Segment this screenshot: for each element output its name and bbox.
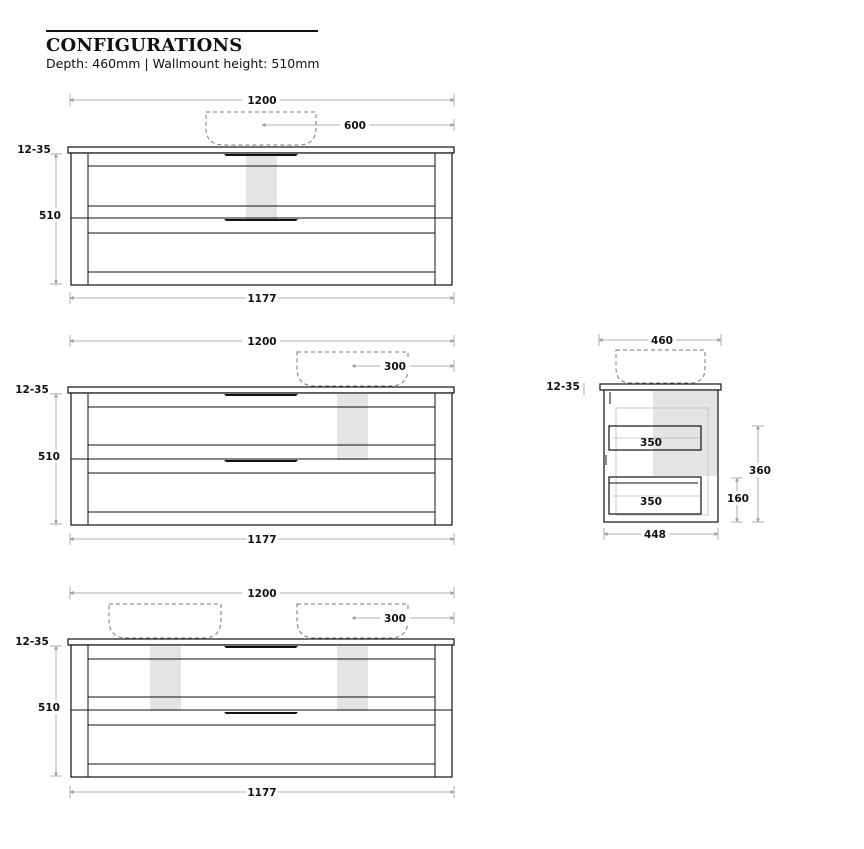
upper-drawer-depth-label: 350 (640, 437, 662, 449)
drawer-handle (224, 646, 298, 648)
plumbing-zone (337, 394, 368, 460)
height-upper-label: 360 (749, 465, 771, 477)
config-double (15, 586, 454, 799)
plumbing-zone (246, 154, 277, 220)
benchtop (68, 639, 454, 645)
basin-outline-left (109, 604, 221, 638)
depth-label: 460 (651, 335, 673, 347)
top-thickness-label: 12-35 (546, 381, 580, 393)
drawer-handle (224, 394, 298, 396)
config-single-offset (15, 334, 454, 546)
cabinet-body (71, 645, 452, 777)
top-thickness-label: 12-35 (15, 636, 49, 648)
cabinet-width-label: 1177 (247, 293, 277, 305)
config-single-centre (17, 93, 454, 305)
benchtop (600, 384, 721, 390)
plumbing-zone (653, 391, 717, 476)
drawer-handle (224, 712, 298, 714)
height-label: 510 (38, 702, 60, 714)
lower-drawer-depth-label: 350 (640, 496, 662, 508)
top-thickness-label: 12-35 (15, 384, 49, 396)
cabinet-depth-label: 448 (644, 529, 666, 541)
page-title: CONFIGURATIONS (46, 35, 243, 56)
cabinet-width-label: 1177 (247, 534, 277, 546)
basin-offset-label: 600 (344, 120, 366, 132)
height-lower-label: 160 (727, 493, 749, 505)
height-label: 510 (39, 210, 61, 222)
page-subtitle: Depth: 460mm | Wallmount height: 510mm (46, 56, 320, 71)
top-thickness-label: 12-35 (17, 144, 51, 156)
overall-width-label: 1200 (247, 336, 277, 348)
plumbing-zone-right (337, 646, 368, 711)
basin-outline (616, 350, 705, 383)
basin-outline (206, 112, 316, 145)
benchtop (68, 387, 454, 393)
benchtop (68, 147, 454, 153)
plumbing-zone-left (150, 646, 181, 711)
drawer-handle (224, 154, 298, 156)
cabinet-width-label: 1177 (247, 787, 277, 799)
side-view (546, 333, 772, 541)
basin-offset-label: 300 (384, 361, 406, 373)
basin-offset-label: 300 (384, 613, 406, 625)
height-label: 510 (38, 451, 60, 463)
drawer-handle (224, 219, 298, 221)
overall-width-label: 1200 (247, 588, 277, 600)
drawer-handle (224, 460, 298, 462)
overall-width-label: 1200 (247, 95, 277, 107)
